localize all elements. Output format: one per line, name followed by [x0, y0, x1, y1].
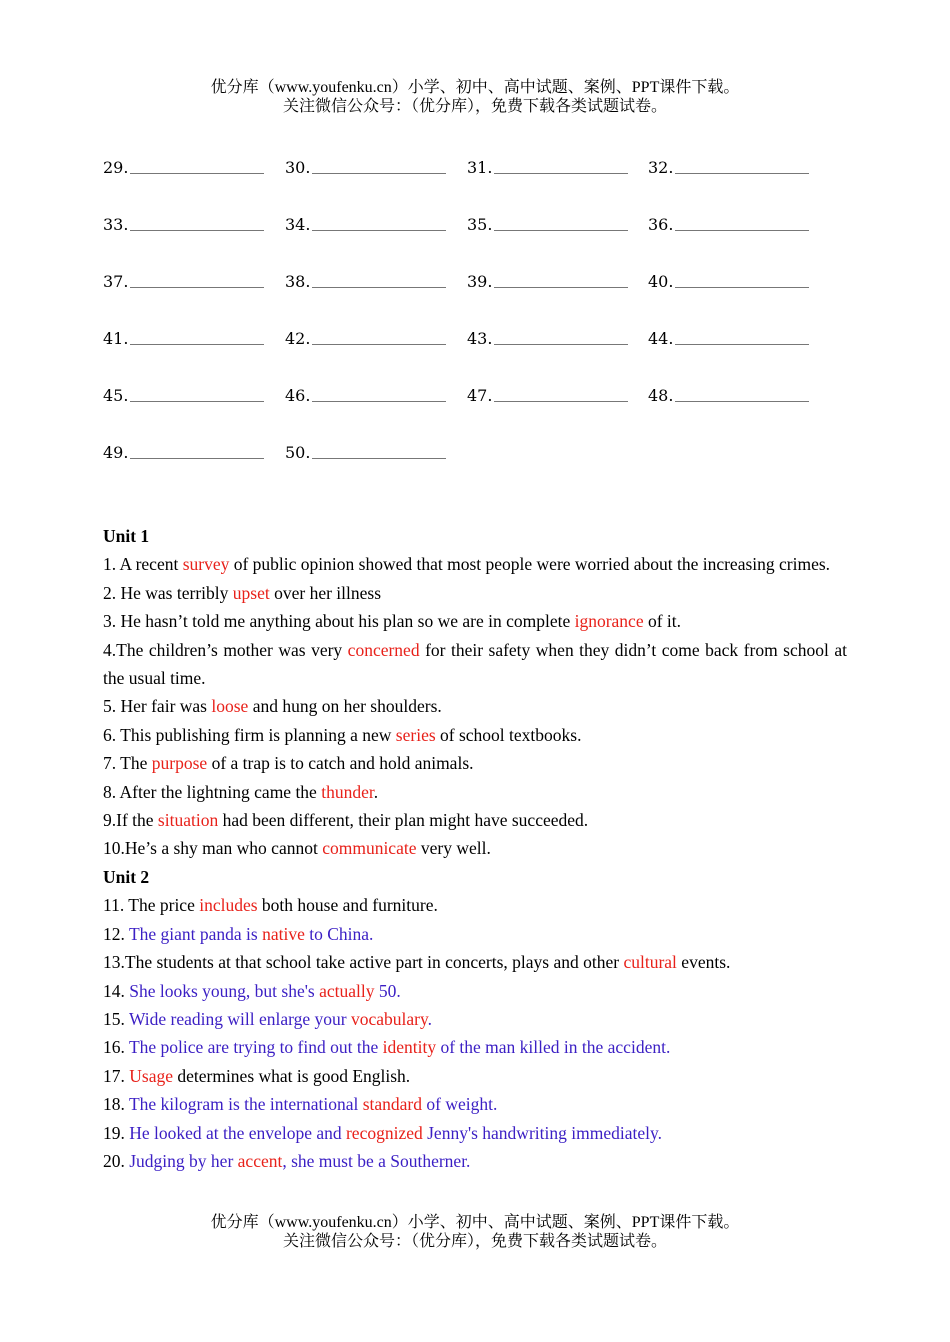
blank-row	[103, 271, 863, 293]
keyword: actually	[319, 980, 375, 1001]
keyword: cultural	[623, 952, 677, 973]
answer-blank[interactable]: 31.	[467, 157, 628, 179]
sentence: 15. Wide reading will enlarge your vocabulary.	[103, 1008, 432, 1029]
sentence: 19. He looked at the envelope and recognized Jenny's handwriting immediately.	[103, 1122, 662, 1143]
keyword: identity	[382, 1037, 437, 1058]
answer-blank[interactable]: 30.	[285, 157, 446, 179]
footer-line-1: 优分库（www.youfenku.cn）小学、初中、高中试题、案例、PPT课件下载。	[210, 1214, 740, 1231]
keyword: recognized	[345, 1122, 423, 1143]
keyword: ignorance	[574, 611, 644, 632]
sentence: 18. The kilogram is the international standard of weight.	[103, 1094, 498, 1115]
sentence: 6. This publishing firm is planning a new series of school textbooks.	[103, 724, 582, 745]
sentence: 12. The giant panda is native to China.	[103, 923, 374, 944]
header-line-1: 优分库（www.youfenku.cn）小学、初中、高中试题、案例、PPT课件下载。	[210, 79, 740, 96]
answer-blank[interactable]: 40.	[648, 271, 809, 293]
header-line-2: 关注微信公众号：（优分库），免费下载各类试题试卷。	[282, 98, 667, 115]
unit-1-title: Unit 1	[103, 526, 150, 546]
sentence: 13.The students at that school take active part in concerts, plays and other cultural events.	[103, 952, 731, 973]
answer-blank[interactable]: 46.	[285, 385, 446, 407]
keyword: series	[395, 724, 436, 745]
sentence: 10.He’s a shy man who cannot communicate very well.	[103, 838, 491, 859]
keyword: loose	[211, 696, 249, 717]
sentence: 2. He was terribly upset over her illness	[103, 582, 382, 603]
answer-blank[interactable]: 41.	[103, 328, 264, 350]
blank-row	[103, 157, 863, 179]
answer-blank[interactable]: 39.	[467, 271, 628, 293]
blank-row	[103, 214, 863, 236]
keyword: communicate	[322, 838, 417, 859]
keyword: situation	[157, 810, 219, 831]
keyword: includes	[199, 895, 258, 916]
keyword: standard	[362, 1094, 422, 1115]
sentence: 7. The purpose of a trap is to catch and hold animals.	[103, 753, 474, 774]
page-header	[0, 78, 950, 116]
answer-blank[interactable]: 29.	[103, 157, 264, 179]
keyword: vocabulary	[350, 1008, 428, 1029]
page-footer	[0, 1213, 950, 1251]
answer-blank[interactable]: 35.	[467, 214, 628, 236]
keyword: thunder	[321, 781, 374, 802]
unit-2-title: Unit 2	[103, 866, 150, 887]
blank-row	[103, 328, 863, 350]
sentence: 5. Her fair was loose and hung on her shoulders.	[103, 696, 442, 717]
answer-blank[interactable]: 45.	[103, 385, 264, 407]
answer-blank[interactable]: 48.	[648, 385, 809, 407]
sentence: 20. Judging by her accent, she must be a Southerner.	[103, 1150, 471, 1171]
sentence: 4.The children’s mother was very concerned for their safety when they didn’t come back from school at the usual time.	[103, 639, 847, 689]
keyword: concerned	[347, 639, 420, 660]
footer-line-2: 关注微信公众号：（优分库），免费下载各类试题试卷。	[282, 1233, 667, 1250]
answer-blank[interactable]: 42.	[285, 328, 446, 350]
answer-blank[interactable]: 37.	[103, 271, 264, 293]
sentence: 16. The police are trying to find out the identity of the man killed in the accident.	[103, 1037, 671, 1058]
answer-blank[interactable]: 36.	[648, 214, 809, 236]
keyword: upset	[232, 582, 270, 603]
sentence: 8. After the lightning came the thunder.	[103, 781, 379, 802]
keyword: purpose	[151, 753, 208, 774]
answer-blank[interactable]: 34.	[285, 214, 446, 236]
answer-blank[interactable]: 50.	[285, 442, 446, 464]
sentence: 11. The price includes both house and furniture.	[103, 895, 438, 916]
answer-blank[interactable]: 32.	[648, 157, 809, 179]
sentence: 14. She looks young, but she's actually 50.	[103, 980, 401, 1001]
blank-row	[103, 385, 863, 407]
answer-blank[interactable]: 49.	[103, 442, 264, 464]
sentence: 17. Usage determines what is good English.	[103, 1065, 411, 1086]
answer-blank[interactable]: 43.	[467, 328, 628, 350]
answer-blank[interactable]: 33.	[103, 214, 264, 236]
answer-blank[interactable]: 47.	[467, 385, 628, 407]
sentence: 1. A recent survey of public opinion showed that most people were worried about the increasing crimes.	[103, 554, 831, 575]
answer-blank[interactable]: 38.	[285, 271, 446, 293]
vocabulary-sentences	[103, 522, 847, 1175]
blank-row	[103, 442, 863, 464]
keyword: Usage	[129, 1065, 173, 1086]
sentence: 9.If the situation had been different, their plan might have succeeded.	[103, 810, 589, 831]
sentence: 3. He hasn’t told me anything about his plan so we are in complete ignorance of it.	[103, 611, 682, 632]
keyword: survey	[182, 554, 230, 575]
answer-blank[interactable]: 44.	[648, 328, 809, 350]
keyword: native	[262, 923, 305, 944]
keyword: accent	[237, 1150, 283, 1171]
